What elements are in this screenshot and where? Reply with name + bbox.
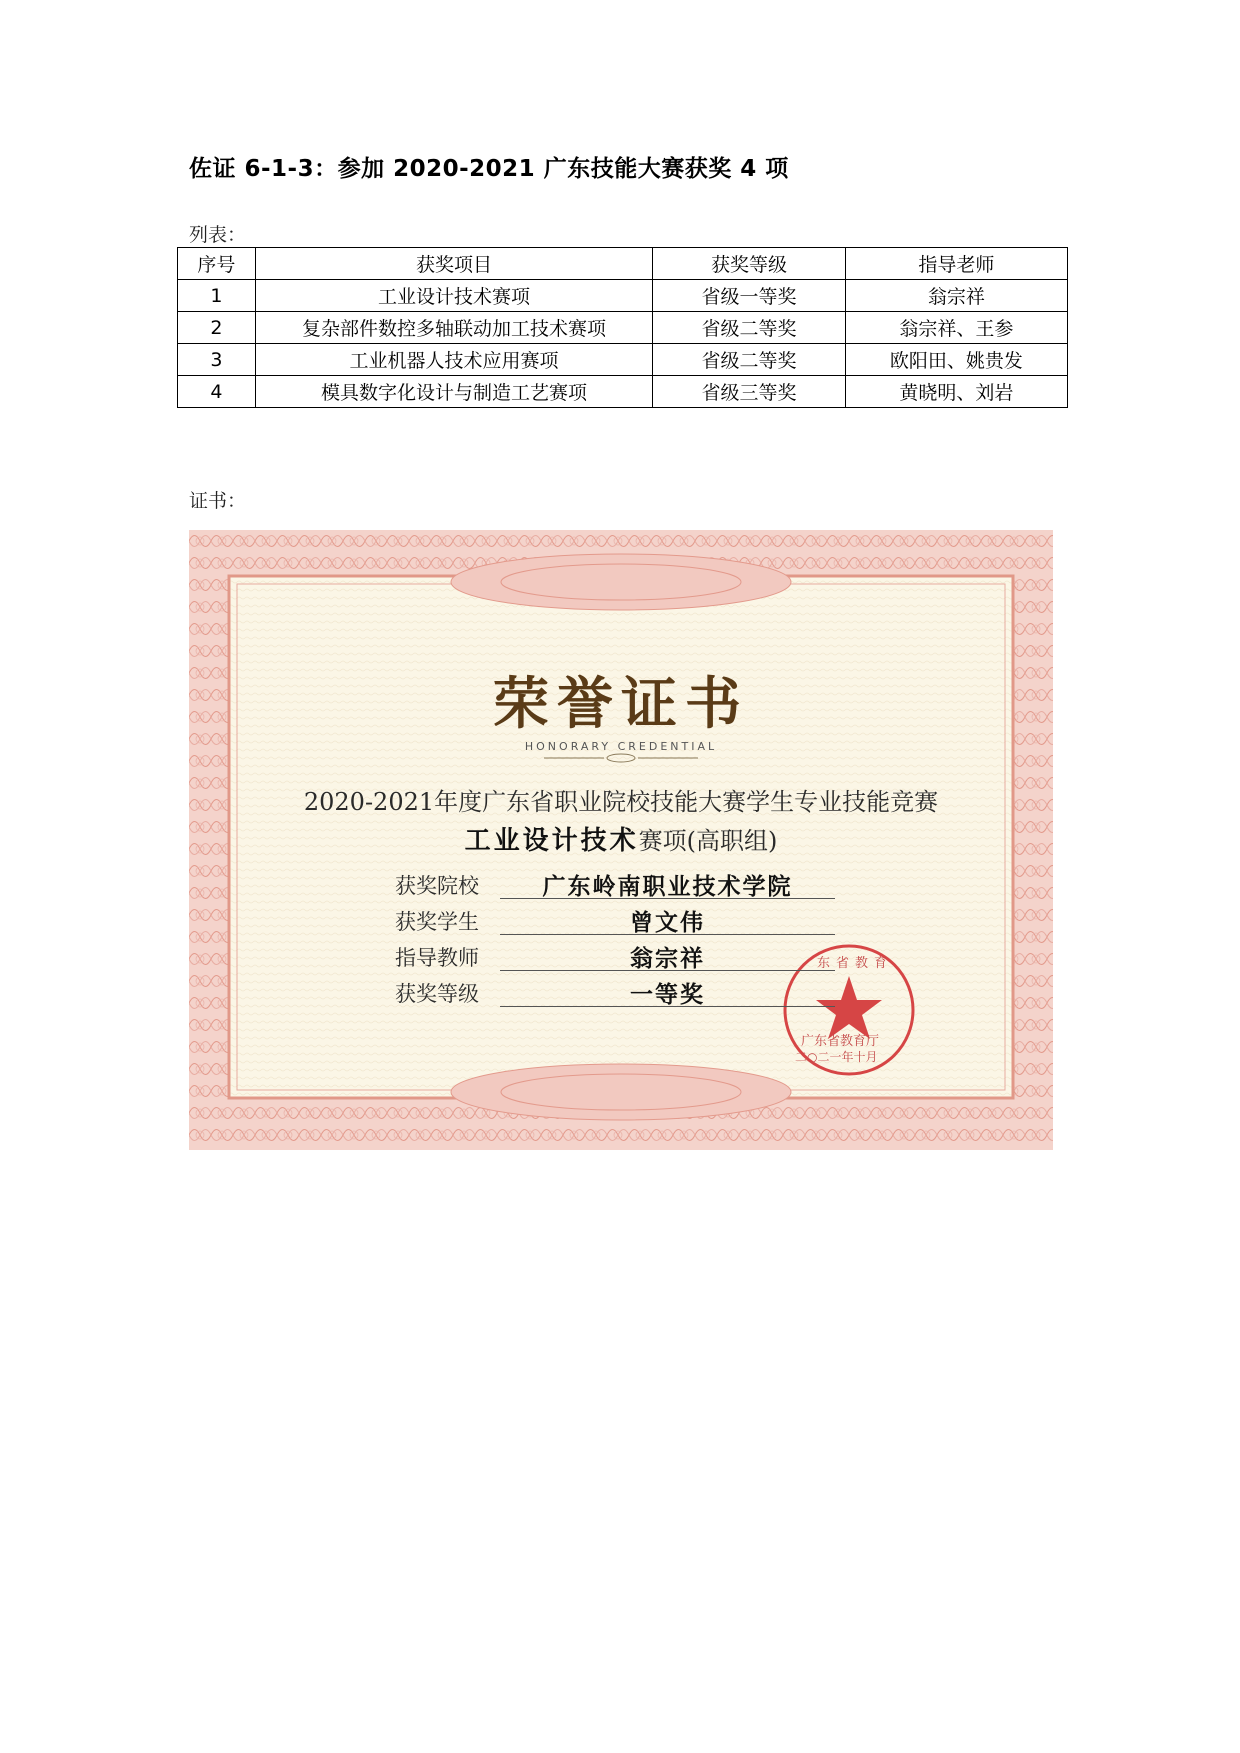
column-header: 指导老师 (845, 248, 1067, 280)
table-cell: 省级二等奖 (653, 344, 845, 376)
table-cell: 工业设计技术赛项 (255, 280, 653, 312)
column-header: 序号 (178, 248, 256, 280)
table-cell: 1 (178, 280, 256, 312)
certificate-title: 荣誉证书 (493, 671, 749, 737)
certificate-subtitle: HONORARY CREDENTIAL (524, 740, 718, 753)
field-label: 指导教师 (395, 946, 479, 970)
field-award-level (395, 976, 835, 1010)
table-cell: 2 (178, 312, 256, 344)
event-line (189, 820, 1053, 857)
field-value: 一等奖 (500, 976, 835, 1007)
competition-name: 2020-2021年度广东省职业院校技能大赛学生专业技能竞赛 (303, 788, 939, 816)
table-cell: 欧阳田、姚贵发 (845, 344, 1067, 376)
field-value: 广东岭南职业技术学院 (500, 868, 835, 899)
table-cell: 翁宗祥、王参 (845, 312, 1067, 344)
table-cell: 4 (178, 376, 256, 408)
table-cell: 复杂部件数控多轴联动加工技术赛项 (255, 312, 653, 344)
certificate-label: 证书： (189, 490, 247, 512)
seal-date: 二○二一年十月 (795, 1050, 878, 1064)
table-row (178, 344, 1068, 376)
table-cell: 省级二等奖 (653, 312, 845, 344)
table-cell: 翁宗祥 (845, 280, 1067, 312)
table-cell: 省级一等奖 (653, 280, 845, 312)
field-label: 获奖学生 (395, 910, 479, 934)
event-suffix: 赛项(高职组) (638, 827, 778, 855)
field-value: 翁宗祥 (500, 940, 835, 971)
field-value: 曾文伟 (500, 904, 835, 935)
awards-table (177, 247, 1068, 408)
column-header: 获奖等级 (653, 248, 845, 280)
field-student (395, 904, 835, 938)
table-header-row (178, 248, 1068, 280)
table-cell: 黄晓明、刘岩 (845, 376, 1067, 408)
event-name: 工业设计技术 (464, 826, 639, 856)
table-cell: 3 (178, 344, 256, 376)
field-school (395, 868, 835, 902)
table-cell: 工业机器人技术应用赛项 (255, 344, 653, 376)
field-label: 获奖院校 (395, 874, 479, 898)
table-row (178, 280, 1068, 312)
table-row (178, 312, 1068, 344)
list-label: 列表： (189, 224, 247, 246)
table-row (178, 376, 1068, 408)
field-instructor (395, 940, 835, 974)
seal-arc-text: 东省教育 (817, 956, 894, 971)
honorary-certificate (189, 530, 1053, 1150)
table-cell: 模具数字化设计与制造工艺赛项 (255, 376, 653, 408)
table-cell: 省级三等奖 (653, 376, 845, 408)
column-header: 获奖项目 (255, 248, 653, 280)
page-heading: 佐证 6-1-3：参加 2020-2021 广东技能大赛获奖 4 项 (189, 156, 789, 182)
field-label: 获奖等级 (395, 982, 479, 1006)
seal-issuer: 广东省教育厅 (801, 1034, 880, 1049)
